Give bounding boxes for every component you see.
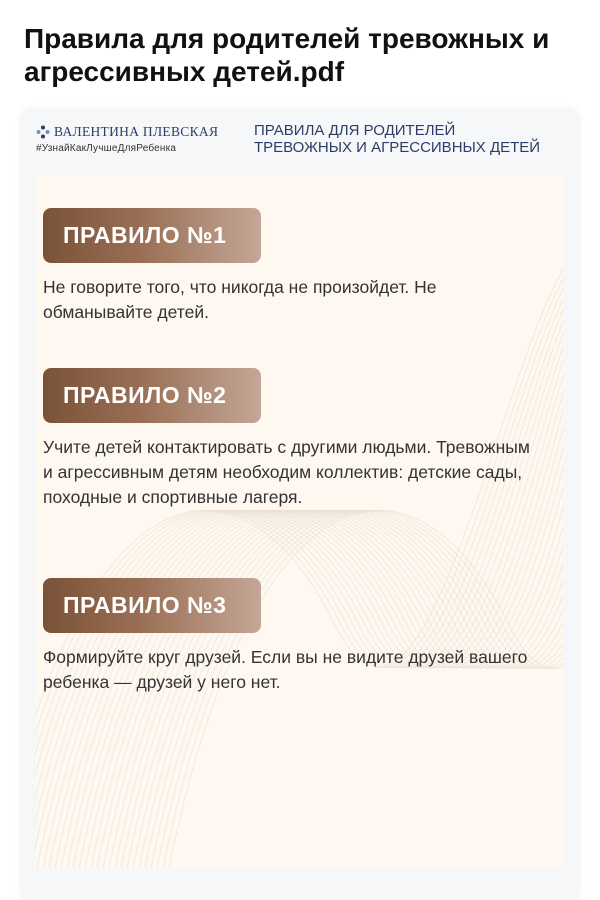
rule-3-text: Формируйте круг друзей. Если вы не видите друзей вашего ребенка — друзей у него нет.	[43, 647, 528, 692]
document-title: Правила для родителей тревожных и агрессивных детей.pdf	[24, 23, 550, 87]
rule-1-badge: ПРАВИЛО №1	[43, 208, 261, 263]
rule-2-badge: ПРАВИЛО №2	[43, 368, 261, 423]
logo-name: ВАЛЕНТИНА ПЛЕВСКАЯ	[54, 124, 219, 139]
page-header	[254, 122, 540, 156]
content-panel	[35, 175, 563, 868]
header-line: ПРАВИЛА ДЛЯ РОДИТЕЛЕЙ	[254, 122, 456, 139]
logo	[36, 124, 218, 154]
rule-3-badge: ПРАВИЛО №3	[43, 578, 261, 633]
rule-1-text: Не говорите того, что никогда не произойдет. Не обманывайте детей.	[43, 277, 437, 322]
rule-2-text: Учите детей контактировать с другими людьми. Тревожным и агрессивным детям необходим коллектив: детские сады, походные и спортивные лагеря.	[43, 437, 530, 507]
logo-flower-icon	[36, 125, 50, 139]
header-line: ТРЕВОЖНЫХ И АГРЕССИВНЫХ ДЕТЕЙ	[254, 139, 541, 156]
pdf-page	[22, 110, 578, 900]
logo-hashtag: #УзнайКакЛучшеДляРебенка	[36, 143, 177, 154]
